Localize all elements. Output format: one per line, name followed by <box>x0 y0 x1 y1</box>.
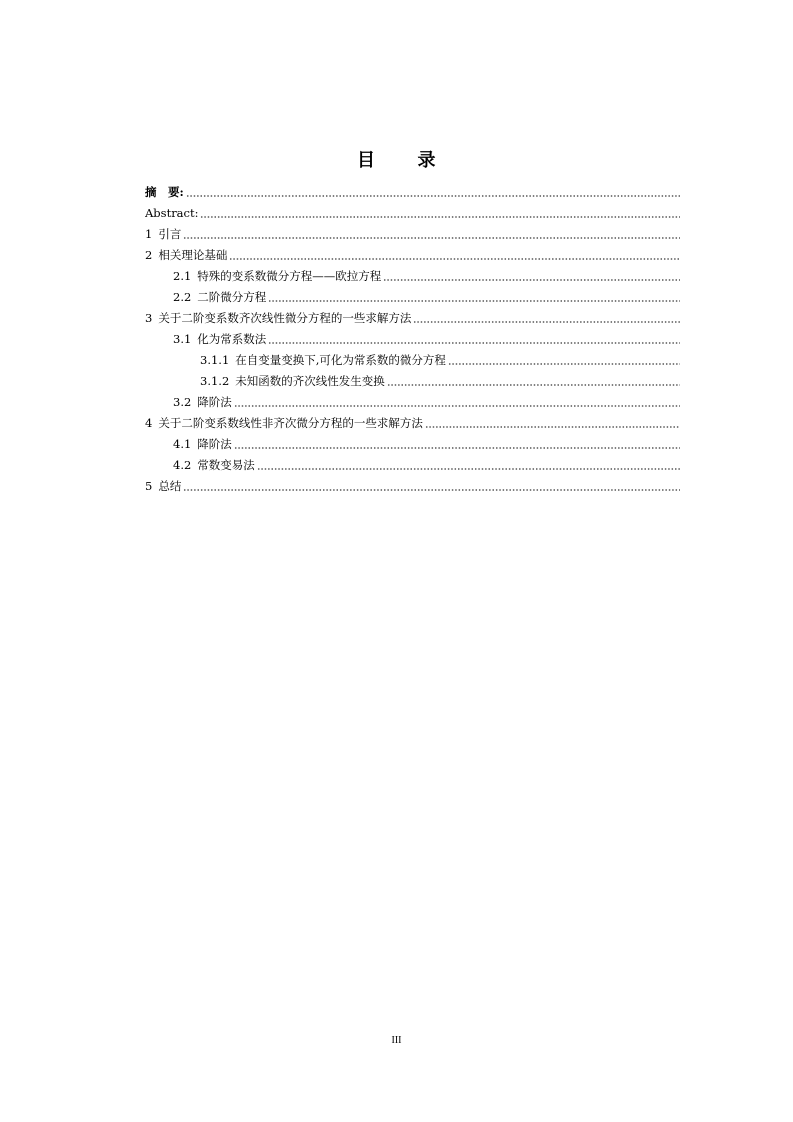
toc-title-char-1: 目 <box>357 150 376 171</box>
toc-entry-3[interactable] <box>145 304 680 325</box>
toc-entry-text: 关于二阶变系数线性非齐次微分方程的一些求解方法 <box>158 416 423 430</box>
toc-entry-text: 相关理论基础 <box>158 248 228 262</box>
toc-entry-text: 引言 <box>158 227 182 241</box>
toc-title-char-2: 录 <box>417 150 436 171</box>
page-number: III <box>391 1035 402 1046</box>
dot-leader <box>268 341 680 345</box>
toc-entry-2-2[interactable] <box>145 283 680 304</box>
toc-entry-number: 3 <box>145 311 153 325</box>
toc-entry-2[interactable] <box>145 241 680 262</box>
toc-entry-number: 5 <box>145 479 153 493</box>
dot-leader <box>186 194 680 198</box>
toc-entry-text: 在自变量变换下,可化为常系数的微分方程 <box>235 353 446 367</box>
dot-leader <box>234 446 680 450</box>
toc-entry-text: 化为常系数法 <box>197 332 267 346</box>
toc-entry-4[interactable] <box>145 409 680 430</box>
toc-entry-number: 2.1 <box>173 269 192 283</box>
dot-leader <box>234 404 680 408</box>
dot-leader <box>183 488 680 492</box>
toc-entry-text: 常数变易法 <box>197 458 255 472</box>
toc-entry-number: 4.2 <box>173 458 192 472</box>
dot-leader <box>387 383 680 387</box>
toc-entry-abstract-cn[interactable] <box>145 178 680 199</box>
toc-entry-text: 特殊的变系数微分方程——欧拉方程 <box>197 269 382 283</box>
dot-leader <box>229 257 680 261</box>
toc-entry-text: 降阶法 <box>197 395 232 409</box>
toc-entry-3-2[interactable] <box>145 388 680 409</box>
toc-entry-text: 未知函数的齐次线性发生变换 <box>235 374 385 388</box>
dot-leader <box>413 320 680 324</box>
dot-leader <box>183 236 680 240</box>
toc-entry-number: 3.1 <box>173 332 192 346</box>
dot-leader <box>425 425 680 429</box>
toc-entry-number: 2 <box>145 248 153 262</box>
toc-entry-5[interactable] <box>145 472 680 493</box>
table-of-contents <box>145 178 680 493</box>
toc-entry-2-1[interactable] <box>145 262 680 283</box>
toc-entry-text: 关于二阶变系数齐次线性微分方程的一些求解方法 <box>158 311 412 325</box>
toc-entry-text: 总结 <box>158 479 182 493</box>
toc-entry-1[interactable] <box>145 220 680 241</box>
toc-entry-4-1[interactable] <box>145 430 680 451</box>
dot-leader <box>200 215 680 219</box>
toc-entry-4-2[interactable] <box>145 451 680 472</box>
toc-entry-text: Abstract: <box>145 206 199 220</box>
dot-leader <box>383 278 680 282</box>
toc-entry-3-1-1[interactable] <box>145 346 680 367</box>
toc-entry-text: 二阶微分方程 <box>197 290 267 304</box>
toc-entry-text: 降阶法 <box>197 437 232 451</box>
toc-entry-3-1[interactable] <box>145 325 680 346</box>
toc-entry-abstract-en[interactable] <box>145 199 680 220</box>
dot-leader <box>268 299 680 303</box>
toc-entry-number: 4 <box>145 416 153 430</box>
toc-entry-number: 2.2 <box>173 290 192 304</box>
toc-entry-text: 摘 要: <box>145 185 184 199</box>
dot-leader <box>448 362 680 366</box>
toc-entry-number: 4.1 <box>173 437 192 451</box>
toc-entry-3-1-2[interactable] <box>145 367 680 388</box>
toc-entry-number: 3.1.1 <box>200 353 230 367</box>
toc-entry-number: 1 <box>145 227 153 241</box>
dot-leader <box>257 467 680 471</box>
toc-entry-number: 3.2 <box>173 395 192 409</box>
toc-entry-number: 3.1.2 <box>200 374 230 388</box>
toc-title <box>0 146 793 172</box>
